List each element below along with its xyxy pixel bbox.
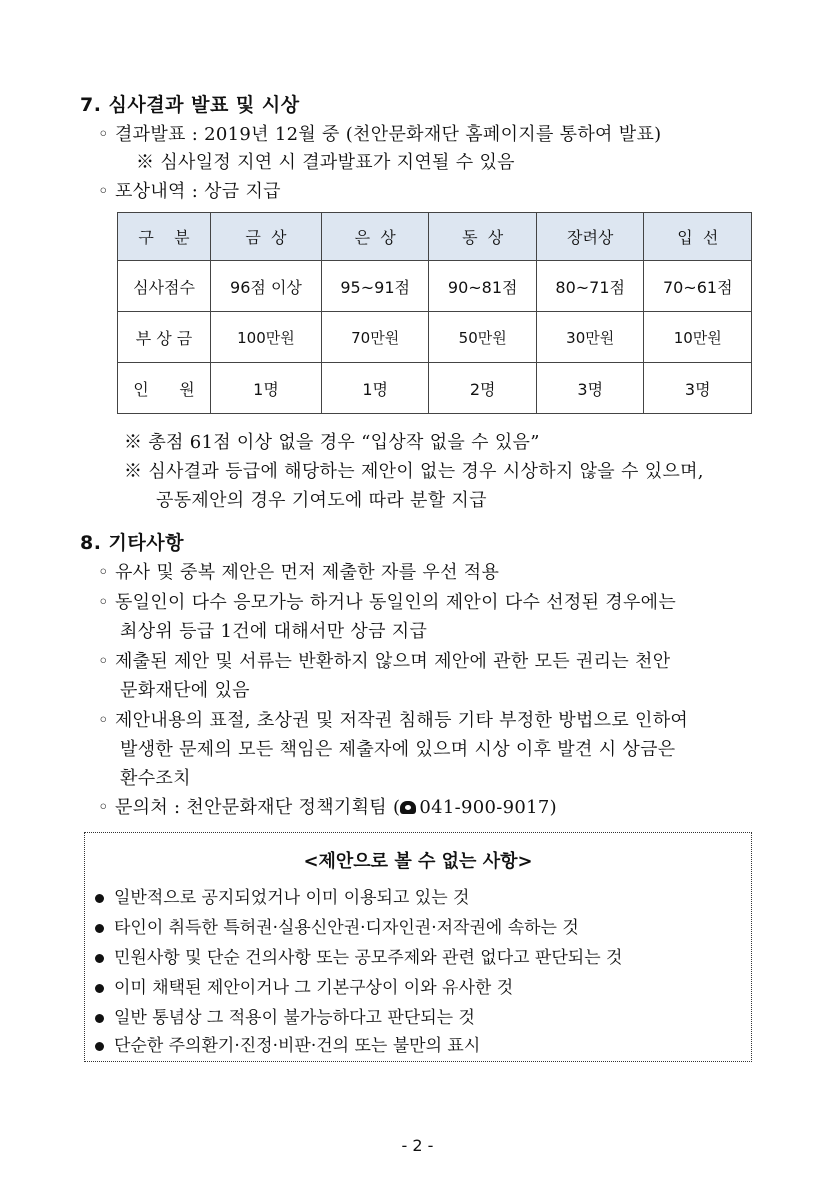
bullet-icon: [95, 954, 104, 963]
list-item: ◦ 동일인이 다수 응모가능 하거나 동일인의 제안이 다수 선정된 경우에는: [98, 592, 677, 613]
list-item-text: 타인이 취득한 특허권·실용신안권·디자인권·저작권에 속하는 것: [114, 918, 579, 938]
note-joint-proposal: 공동제안의 경우 기여도에 따라 분할 지급: [156, 490, 487, 511]
header-cell-category: 구 분: [118, 213, 211, 261]
table-cell: 50만원: [429, 312, 537, 363]
table-cell: 100만원: [211, 312, 322, 363]
section-7-heading: 7. 심사결과 발표 및 시상: [80, 94, 300, 116]
contact-label: ◦ 문의처 : 천안문화재단 정책기획팀 (: [98, 797, 401, 818]
table-cell: 90~81점: [429, 261, 537, 312]
list-item: [95, 973, 513, 998]
bullet-icon: [95, 984, 104, 993]
prize-table-header-row: [118, 213, 752, 261]
table-cell: 70만원: [321, 312, 429, 363]
list-item-text: 단순한 주의환기·진정·비판·건의 또는 불만의 표시: [114, 1036, 481, 1056]
exclusion-box-title: <제안으로 볼 수 없는 사항>: [303, 851, 533, 872]
table-cell: 96점 이상: [211, 261, 322, 312]
list-item-continuation: 문화재단에 있음: [120, 680, 250, 701]
note-no-winner: ※ 총점 61점 이상 없을 경우 “입상작 없을 수 있음”: [124, 432, 540, 453]
list-item: [95, 943, 622, 968]
list-item-continuation: 발생한 문제의 모든 책임은 제출자에 있으며 시상 이후 발견 시 상금은: [120, 739, 676, 760]
bullet-icon: [95, 924, 104, 933]
result-announcement-line: ◦ 결과발표 : 2019년 12월 중 (천안문화재단 홈페이지를 통하여 발표): [98, 124, 662, 145]
phone-icon: [400, 801, 416, 814]
list-item: ◦ 유사 및 중복 제안은 먼저 제출한 자를 우선 적용: [98, 562, 500, 583]
list-item: [95, 883, 469, 908]
exclusion-box: [84, 832, 752, 1062]
table-row-score: [118, 261, 752, 312]
header-cell-silver: 은 상: [321, 213, 429, 261]
table-row-prize-money: [118, 312, 752, 363]
bullet-icon: [95, 1014, 104, 1023]
table-cell: 심사점수: [118, 261, 211, 312]
list-item-continuation: 환수조치: [120, 768, 191, 789]
page-number: - 2 -: [401, 1136, 434, 1155]
section-8-heading: 8. 기타사항: [80, 532, 184, 554]
header-cell-gold: 금 상: [211, 213, 322, 261]
list-item-text: 민원사항 및 단순 건의사항 또는 공모주제와 관련 없다고 판단되는 것: [114, 948, 623, 968]
table-cell: 80~71점: [536, 261, 644, 312]
prize-details-line: ◦ 포상내역 : 상금 지급: [98, 181, 281, 202]
table-cell: 3명: [644, 363, 752, 414]
list-item: [95, 1003, 475, 1028]
table-row-count: [118, 363, 752, 414]
schedule-delay-note: ※ 심사일정 지연 시 결과발표가 지연될 수 있음: [136, 152, 515, 173]
table-cell: 1명: [211, 363, 322, 414]
note-no-award: ※ 심사결과 등급에 해당하는 제안이 없는 경우 시상하지 않을 수 있으며,: [124, 461, 704, 482]
contact-line: [98, 793, 557, 819]
list-item: [95, 913, 579, 938]
prize-table: [117, 212, 752, 414]
list-item-text: 일반 통념상 그 적용이 불가능하다고 판단되는 것: [114, 1008, 475, 1028]
table-cell: 2명: [429, 363, 537, 414]
table-cell: 인 원: [118, 363, 211, 414]
contact-phone: 041-900-9017): [419, 797, 557, 818]
table-cell: 부 상 금: [118, 312, 211, 363]
list-item: ◦ 제안내용의 표절, 초상권 및 저작권 침해등 기타 부정한 방법으로 인하여: [98, 710, 689, 731]
list-item: ◦ 제출된 제안 및 서류는 반환하지 않으며 제안에 관한 모든 권리는 천안: [98, 651, 671, 672]
table-cell: 10만원: [644, 312, 752, 363]
list-item-text: 일반적으로 공지되었거나 이미 이용되고 있는 것: [114, 888, 470, 908]
bullet-icon: [95, 894, 104, 903]
list-item: [95, 1031, 480, 1056]
list-item-text: 이미 채택된 제안이거나 그 기본구상이 이와 유사한 것: [114, 978, 514, 998]
table-cell: 1명: [321, 363, 429, 414]
bullet-icon: [95, 1042, 104, 1051]
header-cell-honorable: 입 선: [644, 213, 752, 261]
table-cell: 3명: [536, 363, 644, 414]
table-cell: 30만원: [536, 312, 644, 363]
header-cell-encouragement: 장려상: [536, 213, 644, 261]
table-cell: 70~61점: [644, 261, 752, 312]
header-cell-bronze: 동 상: [429, 213, 537, 261]
list-item-continuation: 최상위 등급 1건에 대해서만 상금 지급: [120, 621, 428, 642]
table-cell: 95~91점: [321, 261, 429, 312]
